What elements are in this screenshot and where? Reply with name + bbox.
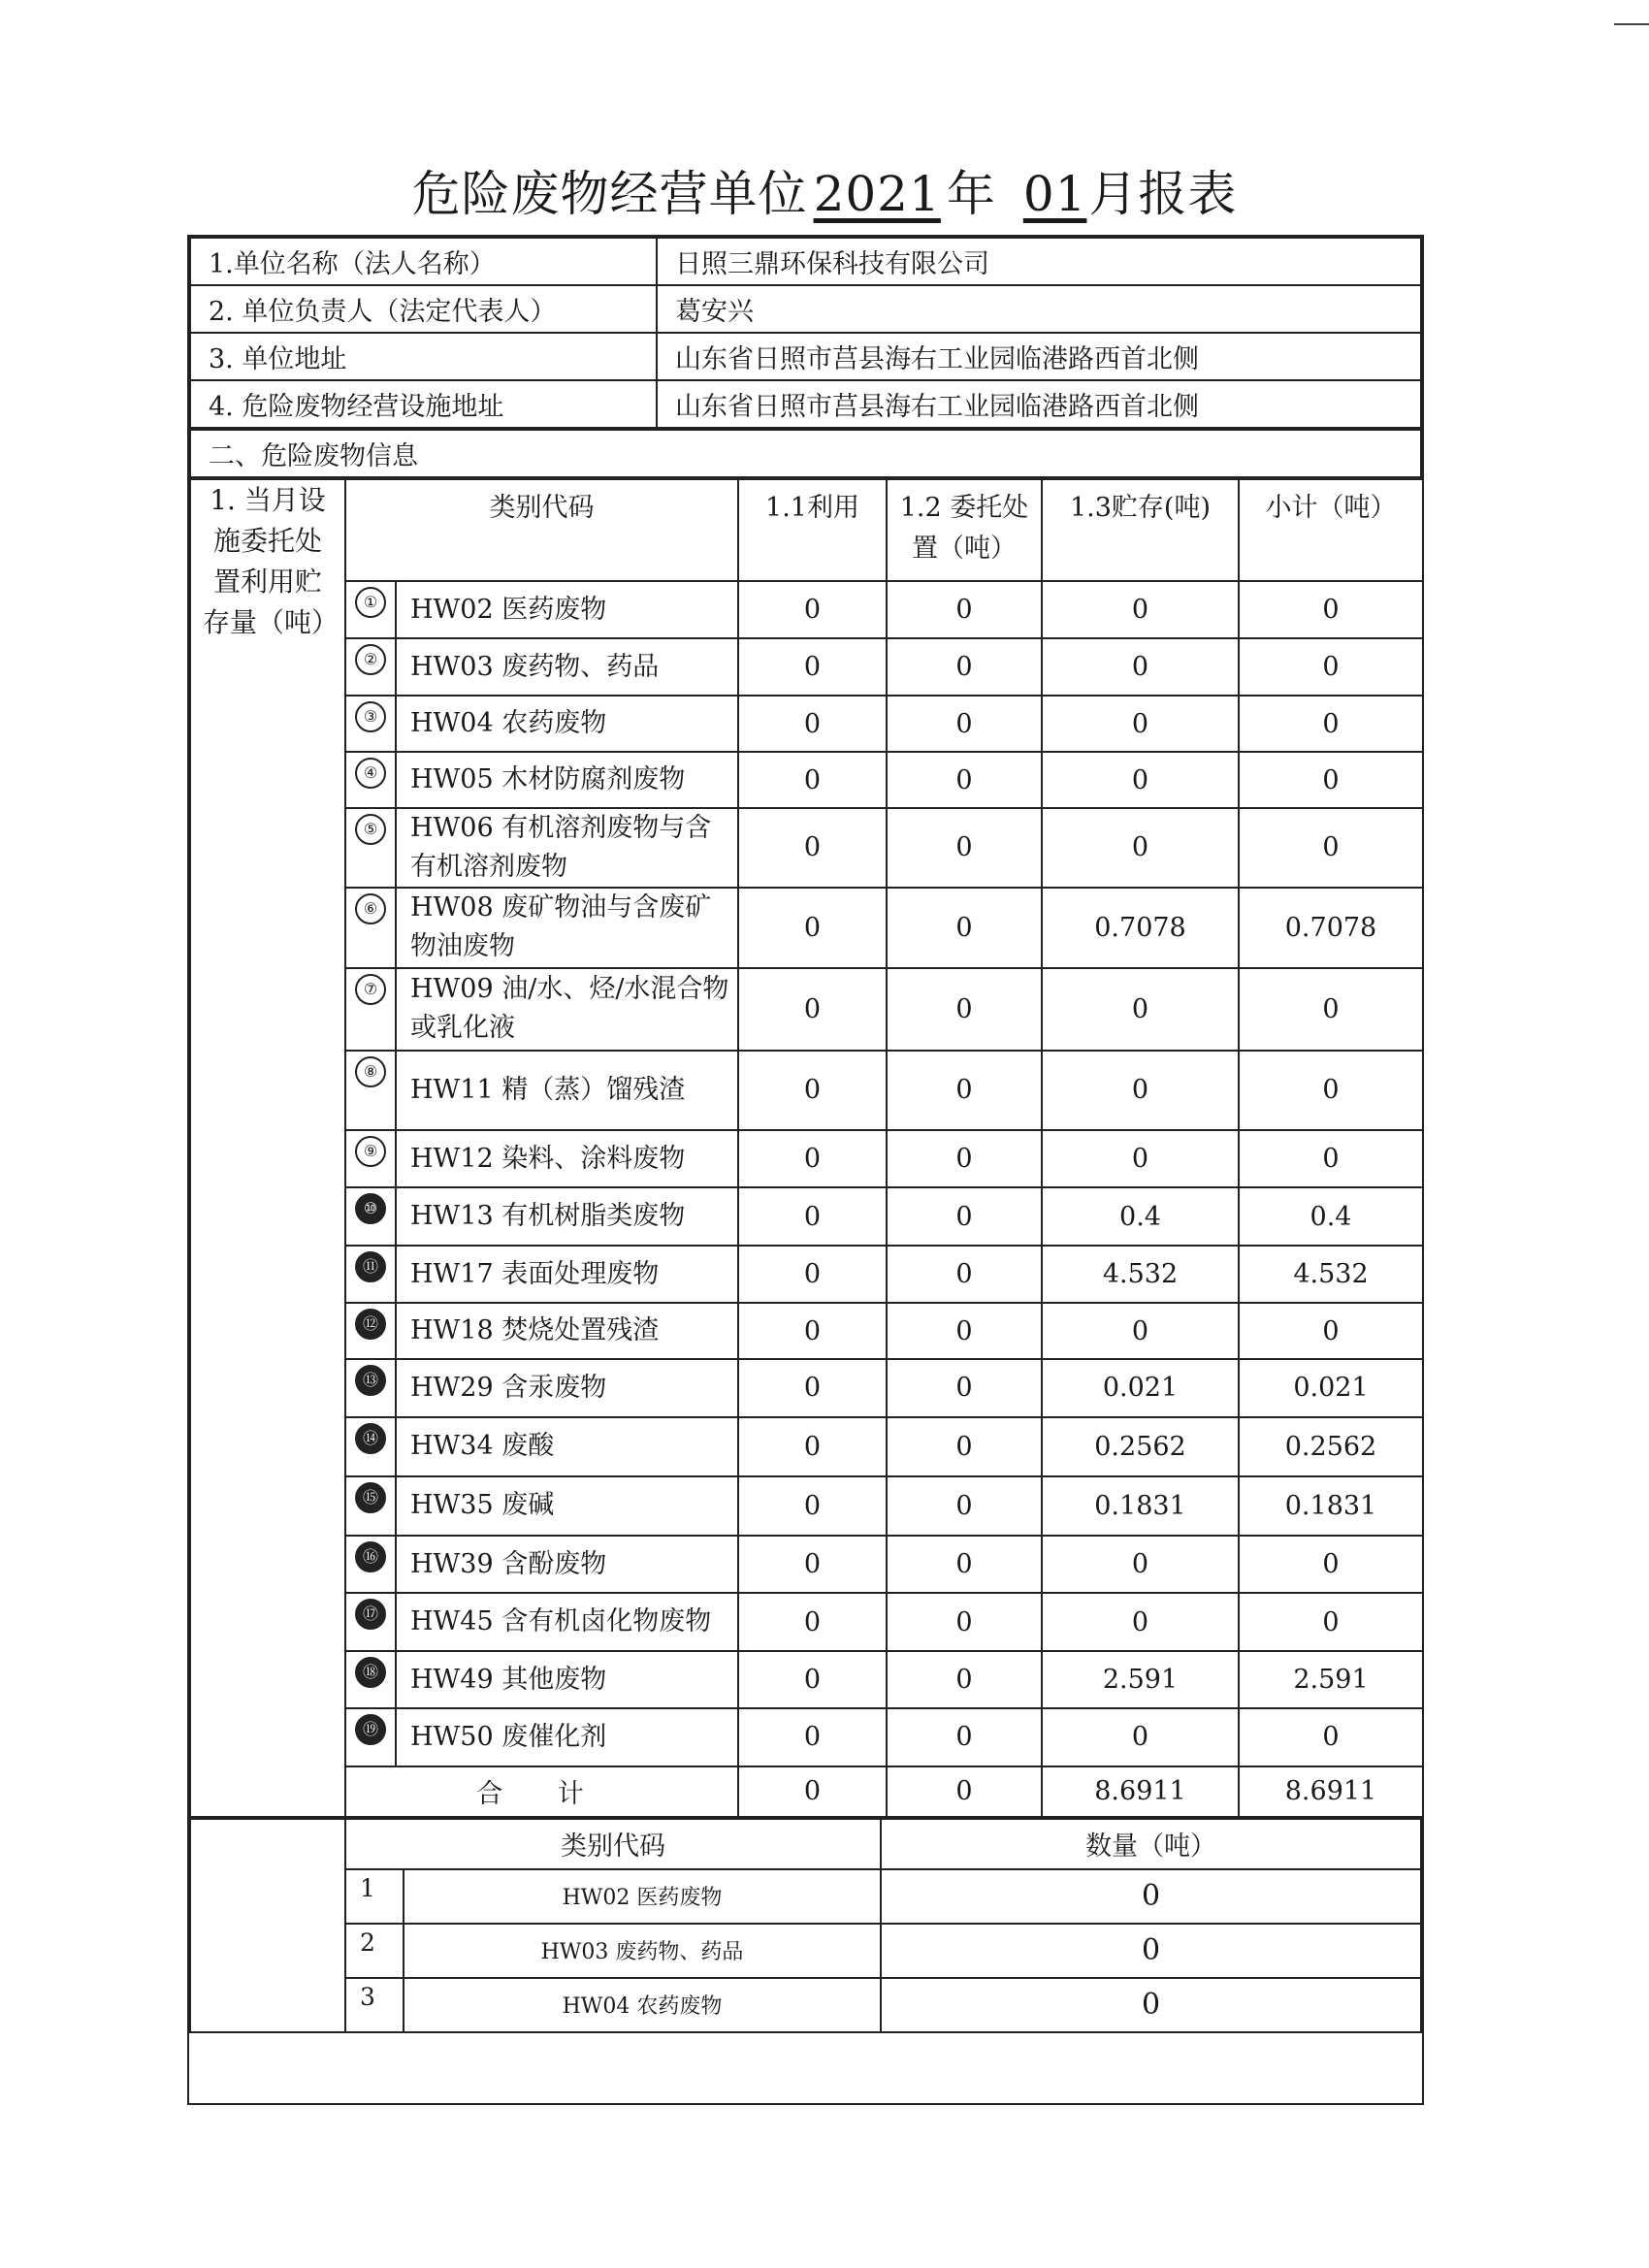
title-month: 01 <box>1022 166 1087 222</box>
info-label: 1.单位名称（法人名称） <box>190 238 657 285</box>
row-number <box>345 1593 396 1651</box>
info-label: 2. 单位负责人（法定代表人） <box>190 285 657 333</box>
store-value: 0 <box>1042 1536 1239 1594</box>
info-row <box>190 380 1421 428</box>
subtotal-value: 2.591 <box>1239 1651 1423 1708</box>
store-value: 4.532 <box>1042 1246 1239 1303</box>
total-store: 8.6911 <box>1042 1766 1239 1817</box>
use-value: 0 <box>738 1593 887 1651</box>
waste-header-row <box>190 479 1423 581</box>
waste-row <box>190 638 1423 696</box>
use-value: 0 <box>738 638 887 696</box>
circled-number: ⑤ <box>355 814 386 845</box>
store-value: 2.591 <box>1042 1651 1239 1708</box>
circled-number: ② <box>355 644 386 675</box>
subtotal-value: 0.2562 <box>1239 1417 1423 1476</box>
quantity-row-number: 3 <box>345 1978 404 2032</box>
subtotal-value: 0 <box>1239 638 1423 696</box>
row-number <box>345 1187 396 1246</box>
waste-row <box>190 1051 1423 1130</box>
title-prefix: 危险废物经营单位 <box>411 166 808 222</box>
store-value: 0 <box>1042 581 1239 638</box>
waste-category: HW04 农药废物 <box>396 696 738 752</box>
waste-category: HW11 精（蒸）馏残渣 <box>396 1051 738 1130</box>
dispose-value: 0 <box>887 1187 1042 1246</box>
quantity-header-category: 类别代码 <box>345 1819 881 1869</box>
waste-category: HW18 焚烧处置残渣 <box>396 1303 738 1359</box>
scan-edge-mark <box>1614 23 1649 25</box>
total-subtotal: 8.6911 <box>1239 1766 1423 1817</box>
row-number <box>345 1651 396 1708</box>
quantity-side-blank <box>190 1819 345 2032</box>
row-number <box>345 581 396 638</box>
quantity-category: HW03 废药物、药品 <box>404 1924 881 1978</box>
waste-category: HW45 含有机卤化物废物 <box>396 1593 738 1651</box>
row-number <box>345 1536 396 1594</box>
circled-number: ① <box>355 587 386 618</box>
info-label: 4. 危险废物经营设施地址 <box>190 380 657 428</box>
waste-category: HW29 含汞废物 <box>396 1359 738 1417</box>
circled-number: ⑭ <box>355 1423 386 1454</box>
unit-info-table <box>189 237 1422 429</box>
store-value: 0 <box>1042 1593 1239 1651</box>
waste-row <box>190 1359 1423 1417</box>
waste-category: HW02 医药废物 <box>396 581 738 638</box>
waste-row <box>190 1476 1423 1536</box>
quantity-header-amount: 数量（吨） <box>881 1819 1421 1869</box>
waste-row <box>190 1417 1423 1476</box>
quantity-row-number: 2 <box>345 1924 404 1978</box>
store-value: 0 <box>1042 1708 1239 1766</box>
circled-number: ⑧ <box>355 1056 386 1087</box>
store-value: 0 <box>1042 752 1239 808</box>
waste-category: HW09 油/水、烃/水混合物或乳化液 <box>396 968 738 1051</box>
section-two <box>189 429 1422 478</box>
header-dispose: 1.2 委托处置（吨） <box>887 479 1042 581</box>
dispose-value: 0 <box>887 1417 1042 1476</box>
subtotal-value: 0 <box>1239 1303 1423 1359</box>
waste-category: HW03 废药物、药品 <box>396 638 738 696</box>
use-value: 0 <box>738 1130 887 1187</box>
dispose-value: 0 <box>887 752 1042 808</box>
dispose-value: 0 <box>887 581 1042 638</box>
circled-number: ③ <box>355 701 386 732</box>
report-frame <box>187 235 1424 2105</box>
side-label: 1. 当月设施委托处置利用贮存量（吨） <box>190 479 345 1817</box>
waste-row <box>190 1651 1423 1708</box>
quantity-value: 0 <box>881 1924 1421 1978</box>
section-two-heading: 二、危险废物信息 <box>190 430 1421 477</box>
use-value: 0 <box>738 1708 887 1766</box>
row-number <box>345 752 396 808</box>
info-row <box>190 333 1421 380</box>
subtotal-value: 0.021 <box>1239 1359 1423 1417</box>
dispose-value: 0 <box>887 1130 1042 1187</box>
row-number <box>345 888 396 968</box>
dispose-value: 0 <box>887 696 1042 752</box>
circled-number: ⑦ <box>355 974 386 1005</box>
waste-row <box>190 1536 1423 1594</box>
subtotal-value: 4.532 <box>1239 1246 1423 1303</box>
quantity-value: 0 <box>881 1869 1421 1924</box>
total-use: 0 <box>738 1766 887 1817</box>
waste-row <box>190 968 1423 1051</box>
dispose-value: 0 <box>887 638 1042 696</box>
waste-category: HW12 染料、涂料废物 <box>396 1130 738 1187</box>
store-value: 0 <box>1042 696 1239 752</box>
use-value: 0 <box>738 1246 887 1303</box>
dispose-value: 0 <box>887 1476 1042 1536</box>
header-use: 1.1利用 <box>738 479 887 581</box>
waste-row <box>190 1246 1423 1303</box>
waste-category: HW17 表面处理废物 <box>396 1246 738 1303</box>
circled-number: ⑱ <box>355 1657 386 1688</box>
store-value: 0 <box>1042 1051 1239 1130</box>
waste-category: HW49 其他废物 <box>396 1651 738 1708</box>
use-value: 0 <box>738 696 887 752</box>
row-number <box>345 1417 396 1476</box>
row-number <box>345 1051 396 1130</box>
quantity-table <box>189 1818 1422 2033</box>
use-value: 0 <box>738 1187 887 1246</box>
row-number <box>345 808 396 888</box>
use-value: 0 <box>738 581 887 638</box>
row-number <box>345 1476 396 1536</box>
waste-row <box>190 1130 1423 1187</box>
dispose-value: 0 <box>887 1536 1042 1594</box>
row-number <box>345 1130 396 1187</box>
row-number <box>345 696 396 752</box>
total-dispose: 0 <box>887 1766 1042 1817</box>
title-year: 2021 <box>813 166 941 222</box>
quantity-row <box>190 1978 1421 2032</box>
waste-category: HW06 有机溶剂废物与含有机溶剂废物 <box>396 808 738 888</box>
waste-category: HW08 废矿物油与含废矿物油废物 <box>396 888 738 968</box>
dispose-value: 0 <box>887 888 1042 968</box>
row-number <box>345 1303 396 1359</box>
info-value: 山东省日照市莒县海右工业园临港路西首北侧 <box>657 380 1421 428</box>
quantity-category: HW04 农药废物 <box>404 1978 881 2032</box>
use-value: 0 <box>738 808 887 888</box>
subtotal-value: 0 <box>1239 752 1423 808</box>
subtotal-value: 0 <box>1239 1051 1423 1130</box>
subtotal-value: 0.1831 <box>1239 1476 1423 1536</box>
waste-row <box>190 888 1423 968</box>
header-store: 1.3贮存(吨) <box>1042 479 1239 581</box>
waste-category: HW34 废酸 <box>396 1417 738 1476</box>
circled-number: ⑩ <box>355 1193 386 1224</box>
title-year-suffix: 年 <box>946 166 996 222</box>
use-value: 0 <box>738 1303 887 1359</box>
quantity-category: HW02 医药废物 <box>404 1869 881 1924</box>
subtotal-value: 0 <box>1239 968 1423 1051</box>
store-value: 0.4 <box>1042 1187 1239 1246</box>
store-value: 0.2562 <box>1042 1417 1239 1476</box>
dispose-value: 0 <box>887 1359 1042 1417</box>
dispose-value: 0 <box>887 1246 1042 1303</box>
title-month-suffix: 月报表 <box>1088 166 1238 222</box>
dispose-value: 0 <box>887 808 1042 888</box>
waste-row <box>190 1303 1423 1359</box>
subtotal-value: 0 <box>1239 1536 1423 1594</box>
row-number <box>345 1359 396 1417</box>
use-value: 0 <box>738 968 887 1051</box>
subtotal-value: 0 <box>1239 581 1423 638</box>
info-row <box>190 285 1421 333</box>
circled-number: ⑰ <box>355 1599 386 1630</box>
waste-row <box>190 581 1423 638</box>
row-number <box>345 968 396 1051</box>
page-title <box>0 155 1649 225</box>
use-value: 0 <box>738 752 887 808</box>
waste-row <box>190 1187 1423 1246</box>
dispose-value: 0 <box>887 1708 1042 1766</box>
waste-category: HW39 含酚废物 <box>396 1536 738 1594</box>
circled-number: ⑥ <box>355 893 386 924</box>
waste-category: HW13 有机树脂类废物 <box>396 1187 738 1246</box>
store-value: 0.1831 <box>1042 1476 1239 1536</box>
dispose-value: 0 <box>887 1651 1042 1708</box>
use-value: 0 <box>738 1359 887 1417</box>
store-value: 0.7078 <box>1042 888 1239 968</box>
subtotal-value: 0.4 <box>1239 1187 1423 1246</box>
info-value: 山东省日照市莒县海右工业园临港路西首北侧 <box>657 333 1421 380</box>
waste-category: HW35 废碱 <box>396 1476 738 1536</box>
use-value: 0 <box>738 888 887 968</box>
quantity-row-number: 1 <box>345 1869 404 1924</box>
dispose-value: 0 <box>887 1051 1042 1130</box>
row-number <box>345 638 396 696</box>
waste-category: HW50 废催化剂 <box>396 1708 738 1766</box>
store-value: 0.021 <box>1042 1359 1239 1417</box>
subtotal-value: 0 <box>1239 1593 1423 1651</box>
use-value: 0 <box>738 1476 887 1536</box>
info-row <box>190 238 1421 285</box>
circled-number: ⑲ <box>355 1714 386 1745</box>
info-value: 葛安兴 <box>657 285 1421 333</box>
subtotal-value: 0 <box>1239 808 1423 888</box>
quantity-header-row <box>190 1819 1421 1869</box>
dispose-value: 0 <box>887 1303 1042 1359</box>
circled-number: ⑫ <box>355 1309 386 1340</box>
total-label: 合 计 <box>345 1766 738 1817</box>
subtotal-value: 0.7078 <box>1239 888 1423 968</box>
info-label: 3. 单位地址 <box>190 333 657 380</box>
info-value: 日照三鼎环保科技有限公司 <box>657 238 1421 285</box>
circled-number: ⑯ <box>355 1541 386 1572</box>
store-value: 0 <box>1042 1130 1239 1187</box>
use-value: 0 <box>738 1536 887 1594</box>
dispose-value: 0 <box>887 1593 1042 1651</box>
store-value: 0 <box>1042 808 1239 888</box>
store-value: 0 <box>1042 1303 1239 1359</box>
subtotal-value: 0 <box>1239 1130 1423 1187</box>
waste-row <box>190 808 1423 888</box>
row-number <box>345 1246 396 1303</box>
use-value: 0 <box>738 1417 887 1476</box>
quantity-value: 0 <box>881 1978 1421 2032</box>
use-value: 0 <box>738 1051 887 1130</box>
store-value: 0 <box>1042 968 1239 1051</box>
waste-row <box>190 696 1423 752</box>
subtotal-value: 0 <box>1239 696 1423 752</box>
circled-number: ⑮ <box>355 1482 386 1513</box>
store-value: 0 <box>1042 638 1239 696</box>
header-subtotal: 小计（吨） <box>1239 479 1423 581</box>
waste-table <box>189 478 1424 1818</box>
dispose-value: 0 <box>887 968 1042 1051</box>
subtotal-value: 0 <box>1239 1708 1423 1766</box>
total-row <box>190 1766 1423 1817</box>
use-value: 0 <box>738 1651 887 1708</box>
quantity-row <box>190 1924 1421 1978</box>
circled-number: ④ <box>355 758 386 789</box>
circled-number: ⑪ <box>355 1251 386 1282</box>
waste-category: HW05 木材防腐剂废物 <box>396 752 738 808</box>
row-number <box>345 1708 396 1766</box>
waste-row <box>190 1593 1423 1651</box>
circled-number: ⑬ <box>355 1365 386 1396</box>
header-category: 类别代码 <box>345 479 738 581</box>
quantity-row <box>190 1869 1421 1924</box>
waste-row <box>190 1708 1423 1766</box>
circled-number: ⑨ <box>355 1136 386 1167</box>
waste-row <box>190 752 1423 808</box>
